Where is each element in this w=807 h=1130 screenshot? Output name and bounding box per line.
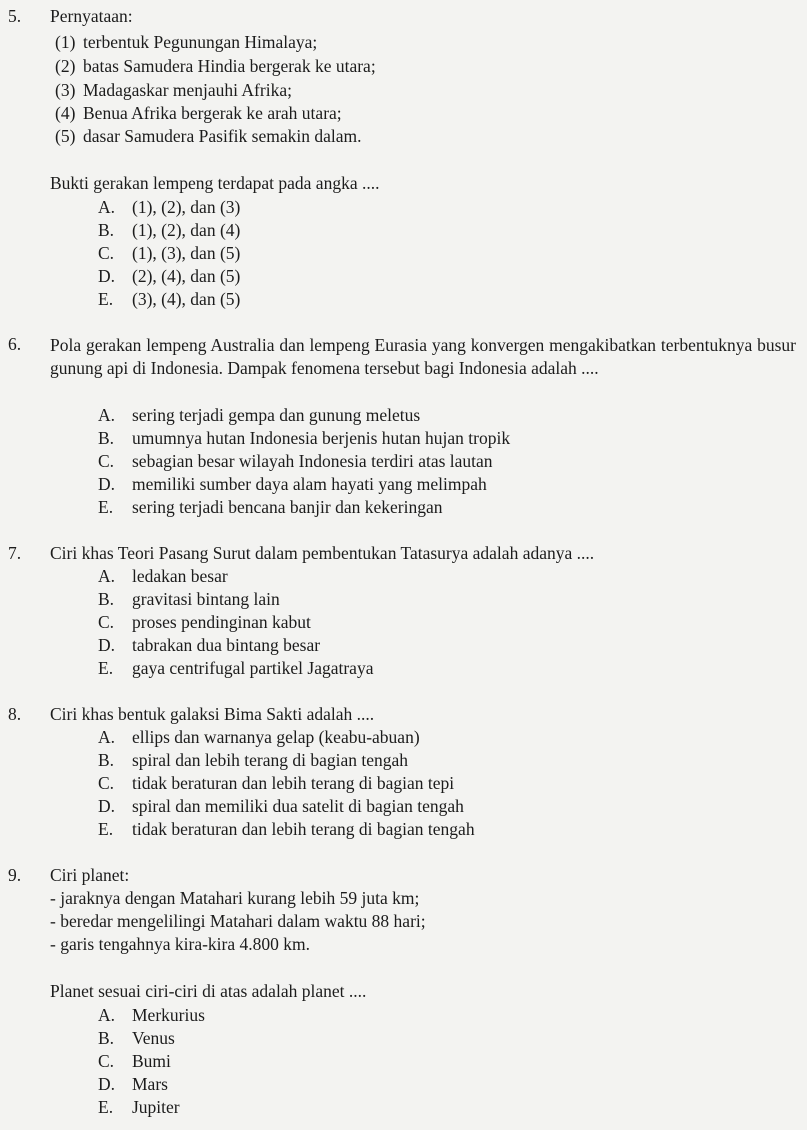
question-prompt: Planet sesuai ciri-ciri di atas adalah planet .... bbox=[50, 981, 367, 1001]
option-d[interactable]: D. Mars bbox=[98, 1074, 168, 1094]
option-c[interactable]: C. tidak beraturan dan lebih terang di bagian tepi bbox=[98, 773, 455, 793]
characteristic-item: - beredar mengelilingi Matahari dalam waktu 88 hari; bbox=[50, 911, 426, 931]
statement-item: (4) Benua Afrika bergerak ke arah utara; bbox=[55, 103, 342, 123]
question-heading: Pernyataan: bbox=[50, 6, 133, 26]
question-text: Pola gerakan lempeng Australia dan lempeng Eurasia yang konvergen mengakibatkan terbentuknya busur gunung api di Indonesia. Dampak fenomena tersebut bagi Indonesia adalah .... bbox=[50, 335, 796, 378]
question-text: Ciri khas bentuk galaksi Bima Sakti adalah .... bbox=[50, 704, 375, 724]
characteristic-item: - garis tengahnya kira-kira 4.800 km. bbox=[50, 934, 310, 954]
option-d[interactable]: D. spiral dan memiliki dua satelit di bagian tengah bbox=[98, 796, 464, 816]
option-c[interactable]: C. (1), (3), dan (5) bbox=[98, 243, 241, 263]
option-e[interactable]: E. sering terjadi bencana banjir dan kekeringan bbox=[98, 497, 443, 517]
question-number: 6. bbox=[8, 334, 22, 354]
option-b[interactable]: B. spiral dan lebih terang di bagian tengah bbox=[98, 750, 409, 770]
option-b[interactable]: B. umumnya hutan Indonesia berjenis hutan hujan tropik bbox=[98, 428, 511, 448]
option-a[interactable]: A. ledakan besar bbox=[98, 566, 228, 586]
option-c[interactable]: C. Bumi bbox=[98, 1051, 171, 1071]
option-d[interactable]: D. tabrakan dua bintang besar bbox=[98, 635, 321, 655]
characteristic-item: - jaraknya dengan Matahari kurang lebih 59 juta km; bbox=[50, 888, 420, 908]
option-a[interactable]: A. (1), (2), dan (3) bbox=[98, 197, 241, 217]
question-prompt: Bukti gerakan lempeng terdapat pada angka .... bbox=[50, 173, 380, 193]
option-a[interactable]: A. ellips dan warnanya gelap (keabu-abuan) bbox=[98, 727, 420, 747]
question-number: 5. bbox=[8, 6, 22, 26]
statement-item: (1) terbentuk Pegunungan Himalaya; bbox=[55, 32, 318, 52]
statement-item: (2) batas Samudera Hindia bergerak ke utara; bbox=[55, 56, 376, 76]
option-a[interactable]: A. sering terjadi gempa dan gunung meletus bbox=[98, 405, 421, 425]
question-number: 7. bbox=[8, 543, 22, 563]
option-e[interactable]: E. tidak beraturan dan lebih terang di bagian tengah bbox=[98, 819, 475, 839]
option-b[interactable]: B. gravitasi bintang lain bbox=[98, 589, 280, 609]
question-text: Ciri khas Teori Pasang Surut dalam pembentukan Tatasurya adalah adanya .... bbox=[50, 543, 595, 563]
option-c[interactable]: C. sebagian besar wilayah Indonesia terdiri atas lautan bbox=[98, 451, 493, 471]
option-b[interactable]: B. Venus bbox=[98, 1028, 175, 1048]
option-e[interactable]: E. (3), (4), dan (5) bbox=[98, 289, 241, 309]
option-d[interactable]: D. (2), (4), dan (5) bbox=[98, 266, 241, 286]
question-number: 9. bbox=[8, 865, 22, 885]
question-number: 8. bbox=[8, 704, 22, 724]
option-c[interactable]: C. proses pendinginan kabut bbox=[98, 612, 311, 632]
statement-item: (3) Madagaskar menjauhi Afrika; bbox=[55, 80, 292, 100]
option-e[interactable]: E. gaya centrifugal partikel Jagatraya bbox=[98, 658, 374, 678]
option-e[interactable]: E. Jupiter bbox=[98, 1097, 180, 1117]
option-a[interactable]: A. Merkurius bbox=[98, 1005, 205, 1025]
question-heading: Ciri planet: bbox=[50, 865, 130, 885]
statement-item: (5) dasar Samudera Pasifik semakin dalam. bbox=[55, 126, 362, 146]
option-b[interactable]: B. (1), (2), dan (4) bbox=[98, 220, 241, 240]
option-d[interactable]: D. memiliki sumber daya alam hayati yang melimpah bbox=[98, 474, 487, 494]
